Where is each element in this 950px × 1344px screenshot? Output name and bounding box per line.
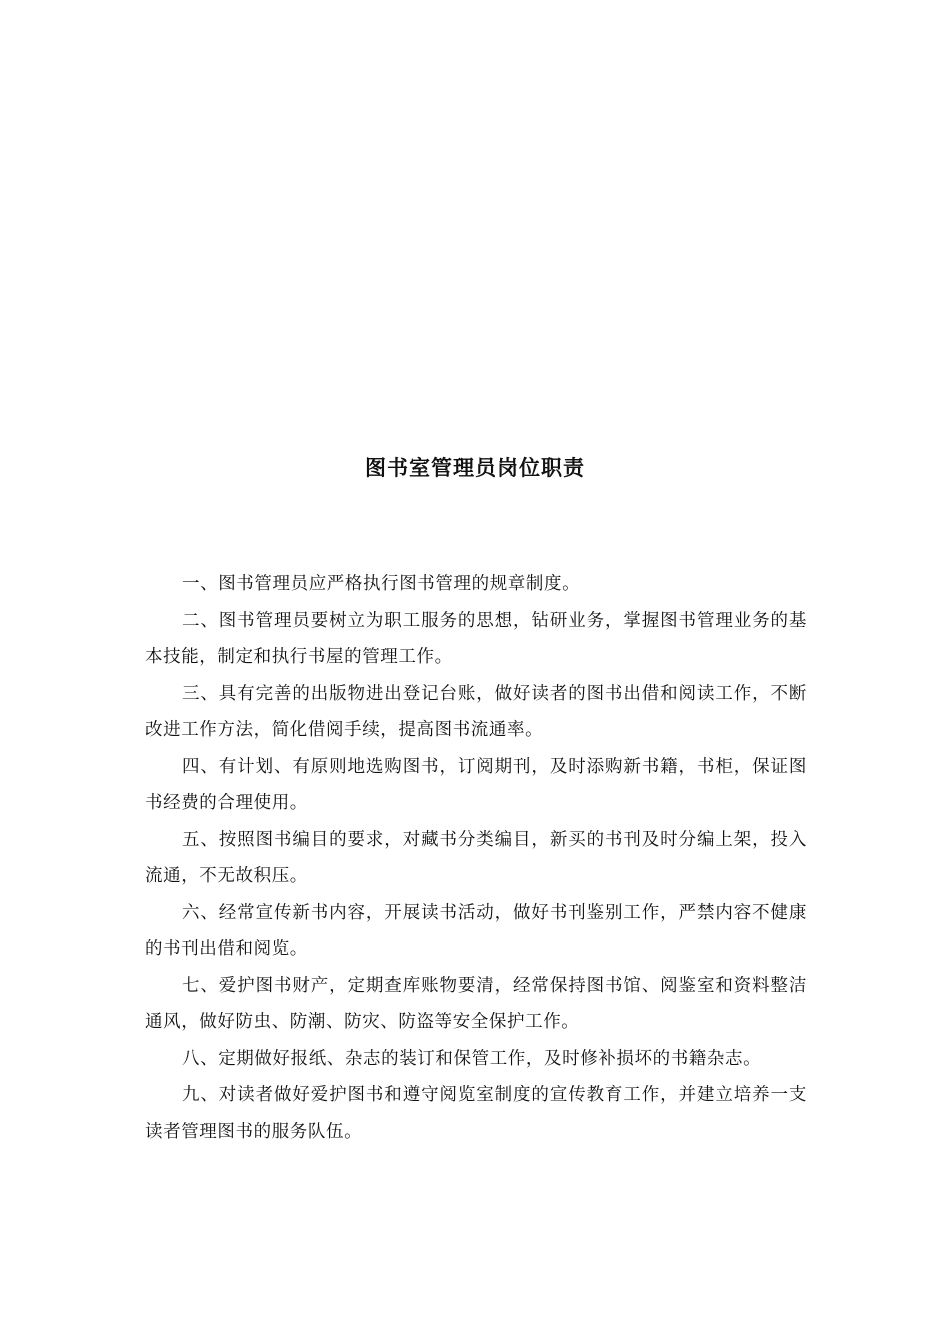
paragraph-6: 六、经常宣传新书内容，开展读书活动，做好书刊鉴别工作，严禁内容不健康的书刊出借和阅览。 [145,902,807,959]
paragraph-1: 一、图书管理员应严格执行图书管理的规章制度。 [182,574,581,594]
paragraph-7: 七、爱护图书财产，定期查库账物要清，经常保持图书馆、阅鉴室和资料整洁通风，做好防虫、防潮、防灾、防盗等安全保护工作。 [145,975,807,1032]
paragraph-5: 五、按照图书编目的要求，对藏书分类编目，新买的书刊及时分编上架，投入流通，不无故积压。 [145,829,807,886]
document-title: 图书室管理员岗位职责 [365,456,585,480]
paragraph-3: 三、具有完善的出版物进出登记台账，做好读者的图书出借和阅读工作，不断改进工作方法，简化借阅手续，提高图书流通率。 [145,683,807,740]
document-body [145,566,807,1150]
paragraph-8: 八、定期做好报纸、杂志的装订和保管工作，及时修补损坏的书籍杂志。 [182,1048,762,1069]
paragraph-2: 二、图书管理员要树立为职工服务的思想，钻研业务，掌握图书管理业务的基本技能，制定和执行书屋的管理工作。 [145,610,807,667]
paragraph-4: 四、有计划、有原则地选购图书，订阅期刊，及时添购新书籍，书柜，保证图书经费的合理使用。 [145,756,807,813]
paragraph-9: 九、对读者做好爱护图书和遵守阅览室制度的宣传教育工作，并建立培养一支读者管理图书的服务队伍。 [145,1085,807,1142]
